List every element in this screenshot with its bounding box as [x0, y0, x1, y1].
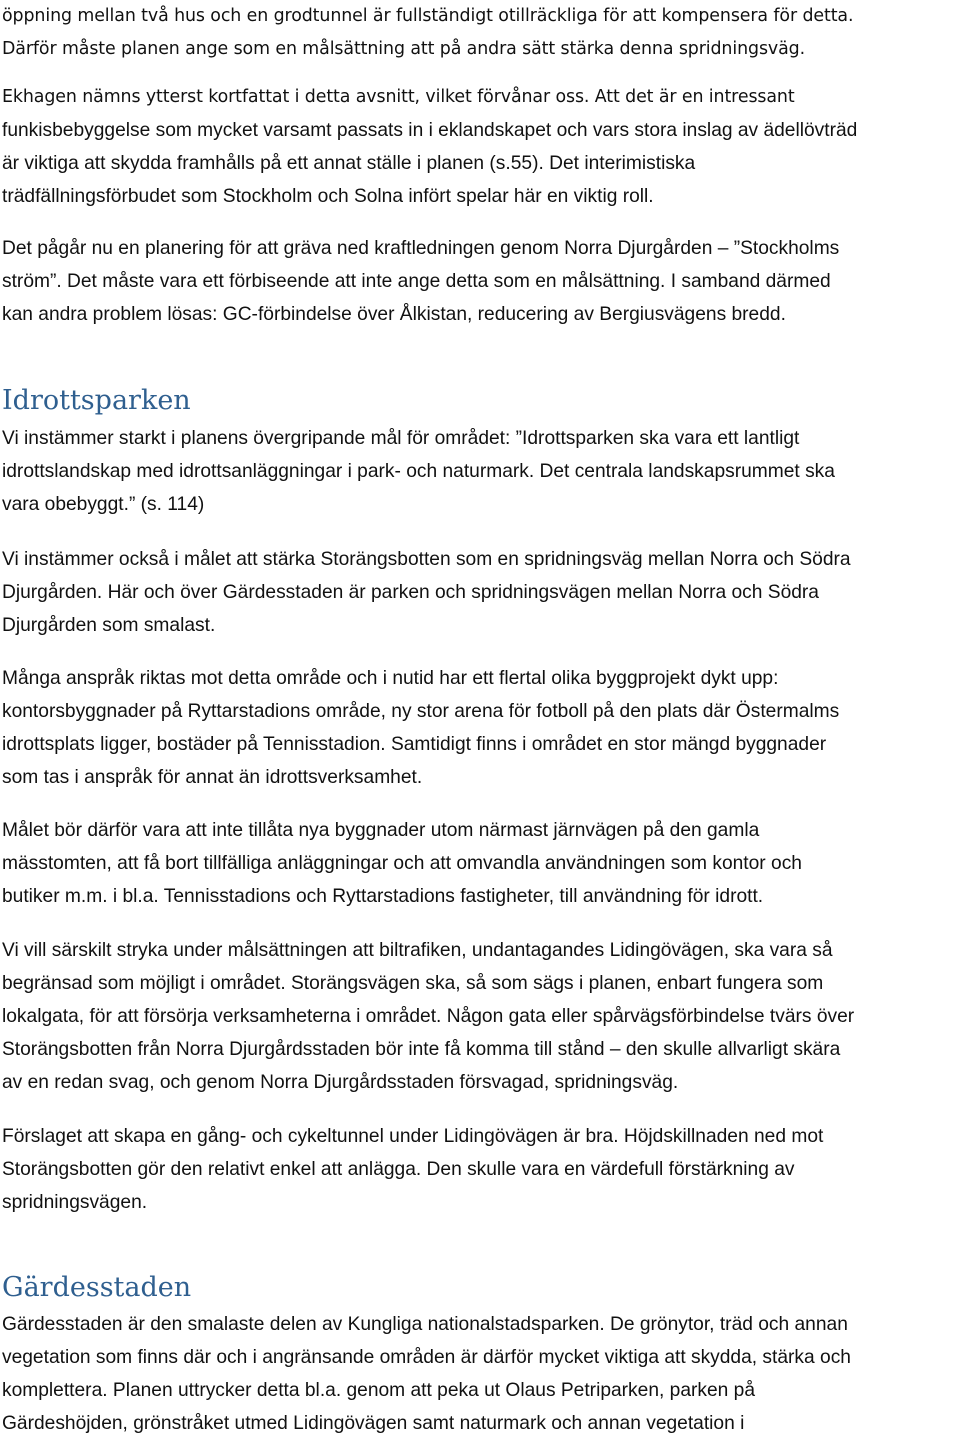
- text-line: lokalgata, för att försörja verksamheterna i området. Någon gata eller spårvägsförbindelse tvärs över: [2, 1006, 855, 1027]
- text-line: ström”. Det måste vara ett förbiseende att inte ange detta som en målsättning. I samband därmed: [2, 271, 831, 292]
- text-line: mässtomten, att få bort tillfälliga anläggningar och att omvandla användningen som kontor och: [2, 853, 802, 874]
- text-line: komplettera. Planen uttrycker detta bl.a. genom att peka ut Olaus Petriparken, parken på: [2, 1380, 755, 1401]
- text-line: Många anspråk riktas mot detta område och i nutid har ett flertal olika byggprojekt dykt upp:: [2, 668, 779, 689]
- paragraph: [2, 1308, 958, 1440]
- text-line: som tas i anspråk för annat än idrottsverksamhet.: [2, 767, 423, 788]
- text-line: Ekhagen nämns ytterst kortfattat i detta avsnitt, vilket förvånar oss. Att det är en intressant: [2, 87, 795, 107]
- text-line: Vi instämmer också i målet att stärka Storängsbotten som en spridningsväg mellan Norra och Södra: [2, 549, 851, 570]
- paragraph: [2, 1120, 958, 1219]
- paragraph: [2, 81, 958, 213]
- text-line: Djurgården. Här och över Gärdesstaden är parken och spridningsvägen mellan Norra och Södra: [2, 582, 819, 603]
- section-heading-gardesstaden: Gärdesstaden: [2, 1272, 192, 1303]
- text-line: Storängsbotten gör den relativt enkel att anlägga. Den skulle vara en värdefull förstärkning av: [2, 1159, 795, 1180]
- text-line: begränsad som möjligt i området. Storängsvägen ska, så som sägs i planen, enbart fungera som: [2, 973, 824, 994]
- text-line: butiker m.m. i bl.a. Tennisstadions och Ryttarstadions fastigheter, till användning för idrott.: [2, 886, 764, 907]
- text-line: Djurgården som smalast.: [2, 615, 216, 636]
- paragraph: [2, 934, 958, 1099]
- text-line: Det pågår nu en planering för att gräva ned kraftledningen genom Norra Djurgården – ”Stockholms: [2, 238, 840, 259]
- text-line: Gärdeshöjden, grönstråket utmed Lidingövägen samt naturmark och annan vegetation i: [2, 1413, 745, 1434]
- text-line: Gärdesstaden är den smalaste delen av Kungliga nationalstadsparken. De grönytor, träd och annan: [2, 1314, 848, 1335]
- text-line: spridningsvägen.: [2, 1192, 148, 1213]
- text-line: kontorsbyggnader på Ryttarstadions område, ny stor arena för fotboll på den plats där Östermalms: [2, 701, 840, 722]
- paragraph: [2, 543, 958, 642]
- text-line: idrottsplats ligger, bostäder på Tennisstadion. Samtidigt finns i området en stor mängd byggnader: [2, 734, 827, 755]
- text-line: Därför måste planen ange som en målsättning att på andra sätt stärka denna spridningsväg.: [2, 39, 806, 59]
- text-line: vara obebyggt.” (s. 114): [2, 494, 205, 515]
- section-heading-idrottsparken: Idrottsparken: [2, 385, 191, 416]
- paragraph: [2, 662, 958, 794]
- text-line: funkisbebyggelse som mycket varsamt passats in i eklandskapet och vars stora inslag av ädellövträd: [2, 120, 858, 141]
- paragraph: [2, 0, 958, 66]
- text-line: Förslaget att skapa en gång- och cykeltunnel under Lidingövägen är bra. Höjdskillnaden ned mot: [2, 1126, 824, 1147]
- text-line: Målet bör därför vara att inte tillåta nya byggnader utom närmast järnvägen på den gamla: [2, 820, 760, 841]
- text-line: kan andra problem lösas: GC-förbindelse över Ålkistan, reducering av Bergiusvägens bredd.: [2, 304, 786, 325]
- text-line: trädfällningsförbudet som Stockholm och Solna infört spelar här en viktig roll.: [2, 186, 654, 207]
- paragraph: [2, 422, 958, 521]
- text-line: Storängsbotten från Norra Djurgårdsstaden bör inte få komma till stånd – den skulle allvarligt skära: [2, 1039, 841, 1060]
- text-line: öppning mellan två hus och en grodtunnel är fullständigt otillräckliga för att kompensera för detta.: [2, 6, 854, 26]
- text-line: av en redan svag, och genom Norra Djurgårdsstaden försvagad, spridningsväg.: [2, 1072, 679, 1093]
- paragraph: [2, 232, 958, 331]
- text-line: Vi vill särskilt stryka under målsättningen att biltrafiken, undantagandes Lidingövägen, ska vara så: [2, 940, 833, 961]
- text-line: idrottslandskap med idrottsanläggningar i park- och naturmark. Det centrala landskapsrummet ska: [2, 461, 835, 482]
- text-line: är viktiga att skydda framhålls på ett annat ställe i planen (s.55). Det interimistiska: [2, 153, 696, 174]
- text-line: vegetation som finns där och i angränsande områden är därför mycket viktiga att skydda, stärka och: [2, 1347, 851, 1368]
- paragraph: [2, 814, 958, 913]
- text-line: Vi instämmer starkt i planens övergripande mål för området: ”Idrottsparken ska vara ett lantligt: [2, 428, 800, 449]
